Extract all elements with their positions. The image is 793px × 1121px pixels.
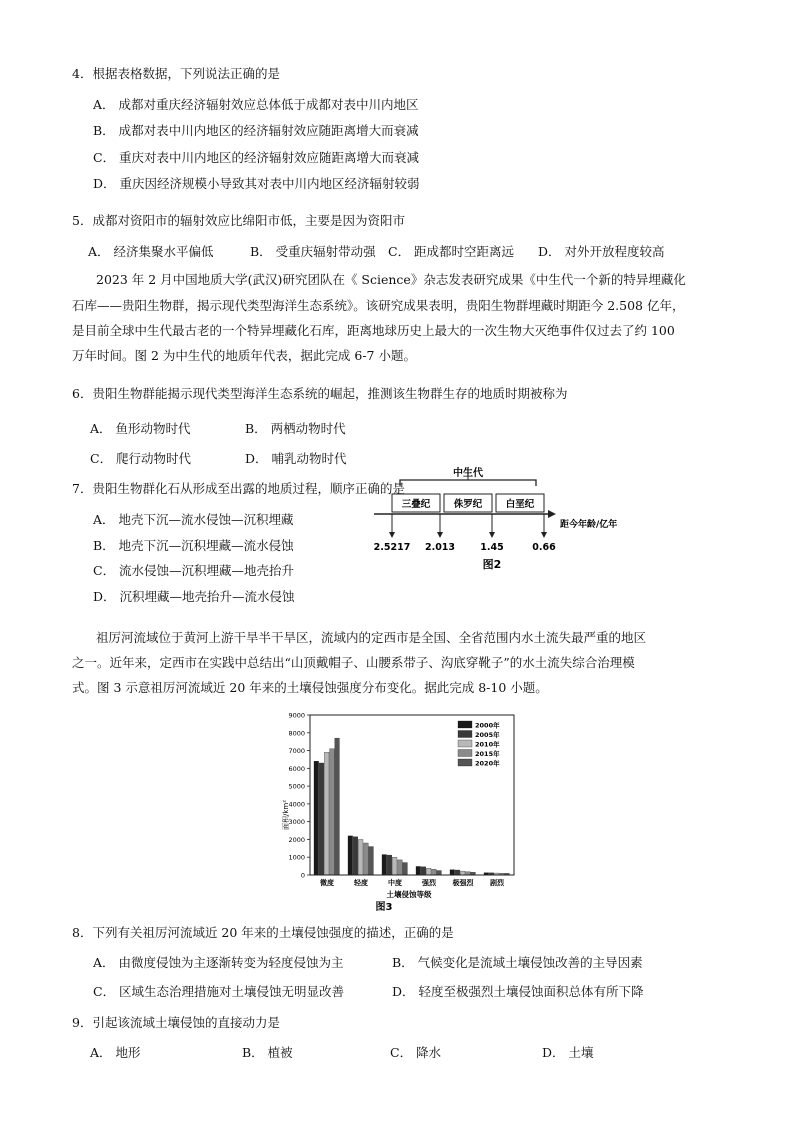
q8-option-d: D． 轻度至极强烈土壤侵蚀面积总体有所下降 [392, 984, 644, 999]
q5-option-c: C． 距成都时空距离远 [388, 244, 515, 259]
question-5-stem: 5．成都对资阳市的辐射效应比绵阳市低，主要是因为资阳市 [72, 213, 405, 228]
legend-label: 2010年 [475, 740, 500, 749]
question-9-stem: 9．引起该流域土壤侵蚀的直接动力是 [72, 1015, 280, 1030]
y-tick-label: 0 [300, 871, 305, 880]
fig2-era-bracket [400, 480, 536, 486]
fig2-era-label: 中生代 [453, 468, 483, 479]
question-8-stem: 8．下列有关祖厉河流域近 20 年来的土壤侵蚀强度的描述，正确的是 [72, 925, 454, 940]
q6-option-c: C． 爬行动物时代 [90, 451, 192, 466]
q4-option-d: D． 重庆因经济规模小导致其对表中川内地区经济辐射较弱 [93, 176, 420, 191]
fig2-tick-label: 0.66 [532, 542, 556, 553]
fig2-tick-label: 1.45 [480, 542, 504, 553]
q7-option-c: C． 流水侵蚀—沉积埋藏—地壳抬升 [93, 563, 295, 578]
bar [421, 867, 426, 875]
bar [437, 871, 442, 875]
bar [364, 843, 369, 875]
q8-option-c: C． 区域生态治理措施对土壤侵蚀无明显改善 [93, 984, 345, 999]
q5-option-a: A． 经济集聚水平偏低 [88, 244, 214, 259]
bar [403, 863, 408, 875]
legend-swatch [458, 759, 472, 766]
fig2-axis-arrowhead [548, 510, 556, 518]
q6-option-d: D． 哺乳动物时代 [245, 451, 347, 466]
q9-option-c: C． 降水 [390, 1045, 442, 1060]
x-category-label: 剧烈 [490, 879, 504, 887]
fig2-tick-arrowhead [437, 532, 443, 538]
q5-option-b: B． 受重庆辐射带动强 [250, 244, 376, 259]
legend-label: 2000年 [475, 721, 500, 730]
legend-swatch [458, 740, 472, 747]
x-category-label: 极强烈 [452, 879, 474, 887]
figure-3-caption: 图3 [375, 902, 393, 912]
q9-option-d: D． 土壤 [542, 1045, 594, 1060]
y-tick-label: 9000 [288, 711, 305, 720]
fig2-tick-arrowhead [489, 532, 495, 538]
legend-label: 2015年 [475, 750, 500, 758]
fig2-tick-arrowhead [389, 532, 395, 538]
q4-option-b: B． 成都对表中川内地区的经济辐射效应随距离增大而衰减 [93, 123, 419, 138]
bar [460, 871, 465, 875]
figure-2-timeline [370, 462, 630, 572]
fig2-tick-label: 2.5217 [373, 542, 411, 553]
q7-option-b: B． 地壳下沉—沉积埋藏—流水侵蚀 [93, 538, 294, 553]
bar [348, 836, 353, 875]
q6-option-a: A． 鱼形动物时代 [90, 421, 191, 436]
x-category-label: 微度 [320, 879, 334, 887]
legend-label: 2020年 [475, 759, 500, 768]
q8-option-a: A． 由微度侵蚀为主逐渐转变为轻度侵蚀为主 [93, 955, 344, 970]
y-tick-label: 6000 [288, 764, 305, 773]
figure-3-bar-chart [276, 707, 526, 912]
bar [450, 870, 455, 875]
question-4-stem: 4．根据表格数据，下列说法正确的是 [72, 66, 280, 81]
bar [330, 749, 335, 875]
q7-option-a: A． 地壳下沉—流水侵蚀—沉积埋藏 [93, 512, 294, 527]
bar [335, 738, 340, 875]
bar [387, 855, 392, 875]
bar [358, 839, 363, 875]
bar [319, 763, 324, 875]
bar [392, 857, 397, 875]
q9-option-b: B． 植被 [242, 1045, 293, 1060]
legend-label: 2005年 [475, 731, 500, 739]
q7-option-d: D． 沉积埋藏—地壳抬升—流水侵蚀 [93, 589, 295, 604]
q5-option-d: D． 对外开放程度较高 [538, 244, 665, 259]
legend-swatch [458, 721, 472, 728]
fig2-period-label: 白垩纪 [505, 499, 535, 510]
bar [432, 869, 437, 875]
plot-frame [310, 715, 514, 875]
fig2-tick-arrowhead [541, 532, 547, 538]
bar [353, 837, 358, 875]
q8-option-b: B． 气候变化是流域土壤侵蚀改善的主导因素 [392, 955, 643, 970]
question-6-stem: 6．贵阳生物群能揭示现代类型海洋生态系统的崛起，推测该生物群生存的地质时期被称为 [72, 386, 568, 401]
x-axis-categories [320, 878, 505, 887]
bar [426, 868, 431, 875]
bar [416, 866, 421, 875]
x-category-label: 中度 [388, 879, 402, 887]
y-tick-label: 3000 [288, 818, 305, 827]
bar [369, 847, 374, 875]
passage2-line: 祖厉河流域位于黄河上游干旱半干旱区，流域内的定西市是全国、全省范围内水土流失最严重的地区 [96, 630, 647, 645]
y-tick-label: 7000 [288, 747, 305, 756]
passage1-line: 万年时间。图 2 为中生代的地质年代表，据此完成 6-7 小题。 [72, 348, 416, 363]
y-tick-label: 1000 [288, 853, 305, 862]
q4-option-c: C． 重庆对表中川内地区的经济辐射效应随距离增大而衰减 [93, 150, 420, 165]
x-category-label: 轻度 [354, 879, 368, 887]
y-axis-ticks [288, 712, 310, 880]
bar [324, 752, 329, 875]
y-axis-label: 面积/km² [282, 799, 290, 831]
x-axis-label: 土壤侵蚀等级 [386, 890, 432, 899]
x-category-label: 强烈 [422, 879, 436, 887]
fig2-caption: 图2 [482, 558, 502, 571]
y-tick-label: 4000 [288, 800, 305, 809]
bar [398, 860, 403, 875]
passage1-line: 是目前全球中生代最古老的一个特异埋藏化石库，距离地球历史上最大的一次生物大灭绝事件仅过去了约 100 [72, 323, 675, 338]
q9-option-a: A． 地形 [90, 1045, 141, 1060]
fig2-axis-label: 距今年龄/亿年 [560, 520, 618, 530]
q6-option-b: B． 两栖动物时代 [245, 421, 346, 436]
bar [314, 761, 319, 875]
legend-swatch [458, 731, 472, 738]
passage1-line: 2023 年 2 月中国地质大学(武汉)研究团队在《 Science》杂志发表研究成果《中生代一个新的特异埋藏化 [96, 272, 686, 287]
fig2-tick-label: 2.013 [424, 542, 456, 553]
fig2-period-label: 三叠纪 [401, 499, 431, 510]
passage2-line: 式。图 3 示意祖厉河流域近 20 年来的土壤侵蚀强度分布变化。据此完成 8-10 小题。 [72, 680, 548, 695]
passage2-line: 之一。近年来，定西市在实践中总结出“山顶戴帽子、山腰系带子、沟底穿靴子”的水土流失综合治理模 [72, 655, 635, 670]
legend [458, 721, 500, 768]
q4-option-a: A． 成都对重庆经济辐射效应总体低于成都对表中川内地区 [93, 97, 419, 112]
fig2-period-label: 侏罗纪 [453, 499, 483, 510]
y-tick-label: 5000 [288, 782, 305, 791]
y-tick-label: 8000 [288, 729, 305, 738]
question-7-stem: 7．贵阳生物群化石从形成至出露的地质过程，顺序正确的是 [72, 481, 405, 496]
passage1-line: 石库——贵阳生物群，揭示现代类型海洋生态系统》。该研究成果表明，贵阳生物群埋藏时期距今 2.508 亿年， [72, 298, 685, 313]
bar [382, 855, 387, 875]
legend-swatch [458, 750, 472, 757]
bar [455, 870, 460, 875]
y-tick-label: 2000 [288, 835, 305, 844]
